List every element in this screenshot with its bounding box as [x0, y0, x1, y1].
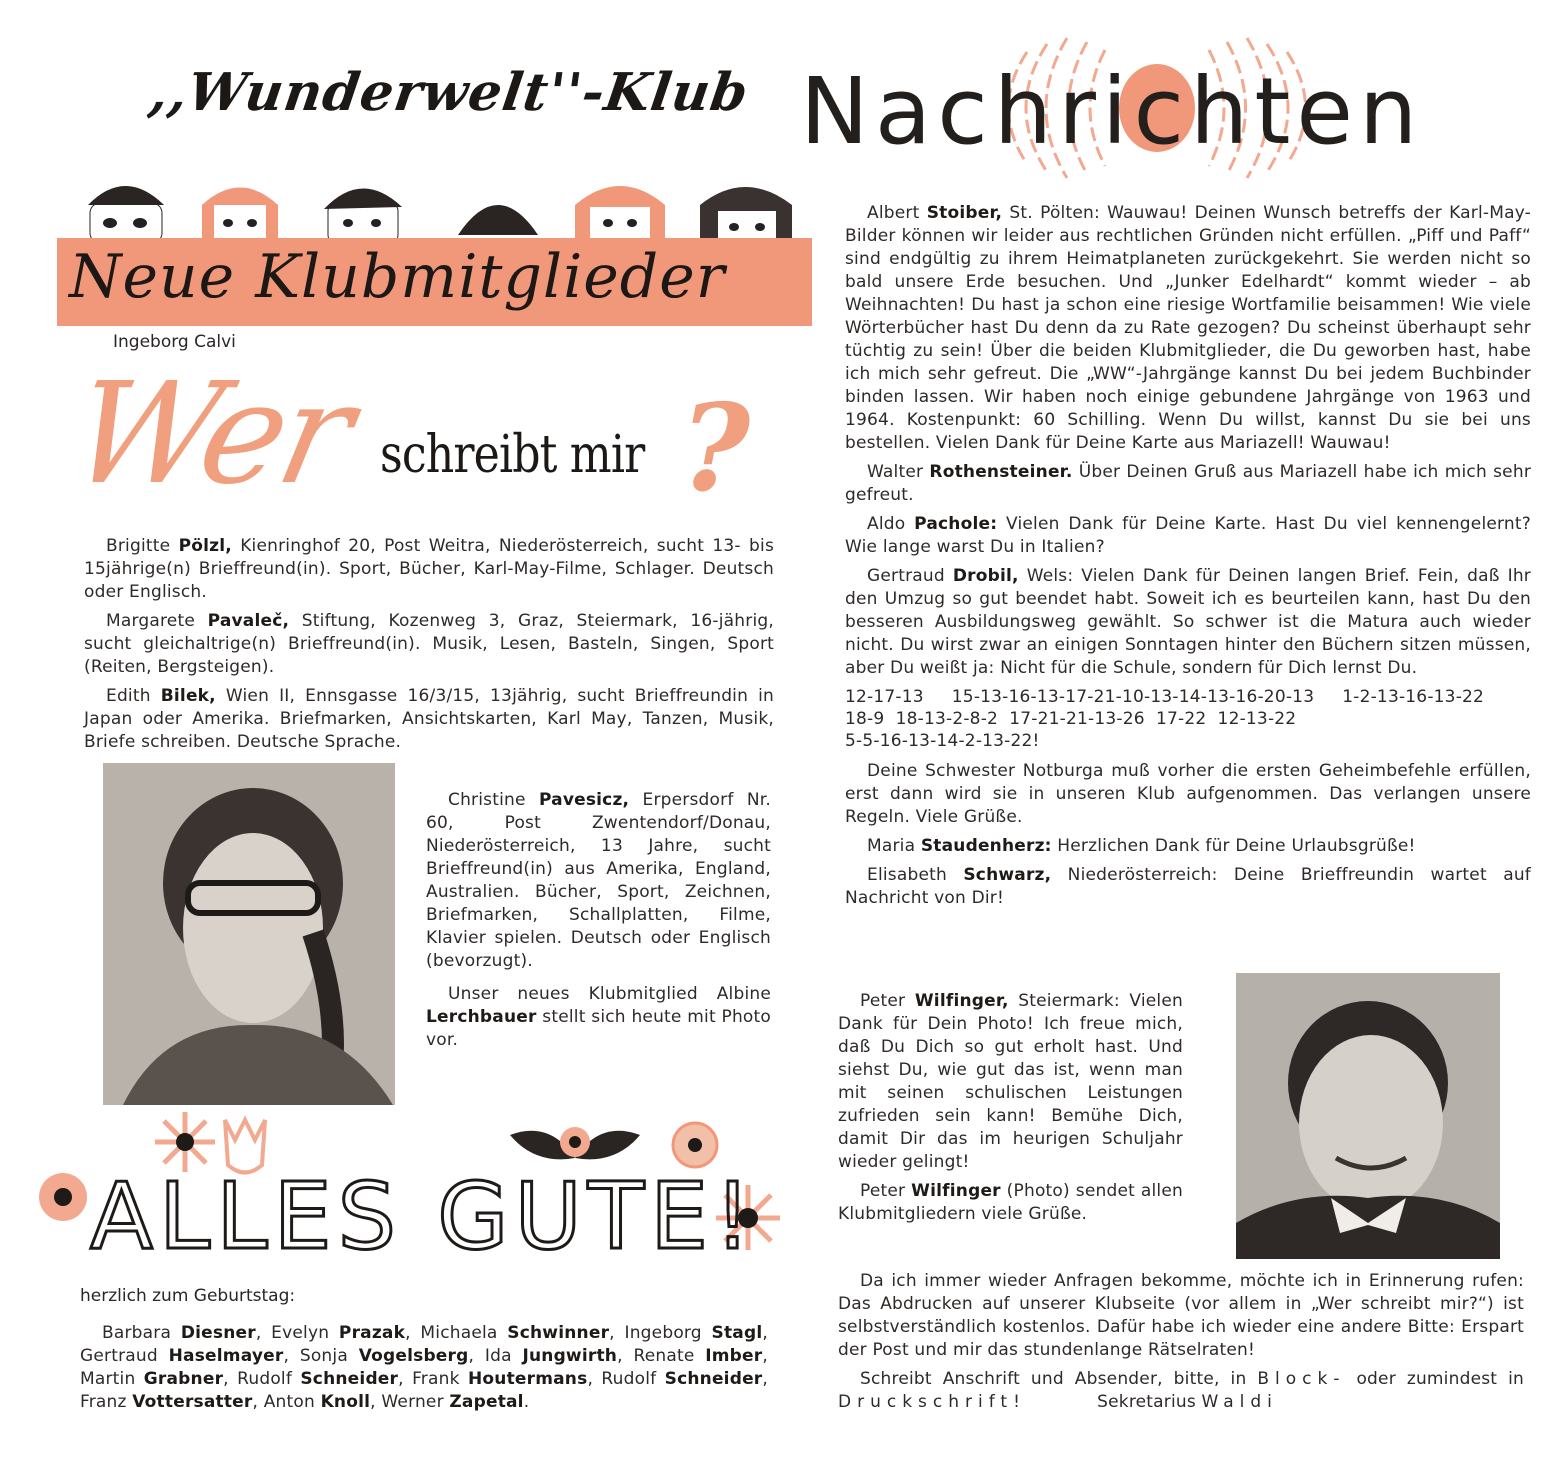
birthday-person: Renate Imber,: [633, 1346, 768, 1366]
message-entry: Albert Stoiber, St. Pölten: Wauwau! Deinen Wunsch betreffs der Karl-May-Bilder können wir leider aus rechtlichen Gründen nicht erfüllen. „Piff und Paff“ sind endgültig zu ihrem Heimatplaneten zurückgekehrt. Sie werden nicht so bald unsere Erde besuchen. Und „Junker Edelhardt“ kommt wieder – ab Weihnachten! Du hast ja schon eine riesige Wortfamilie beisammen! Wie viele Wörterbücher hast Du denn da zu Rate gezogen? Du scheinst überhaupt sehr tüchtig zu sein! Über die beiden Klubmitglieder, die Du geworben hast, habe ich mich sehr gefreut. Die „WW“-Jahrgänge kannst Du bei jedem Buchbinder binden lassen. Wir haben noch einige gebundene Jahrgänge von 1963 und 1964. Kostenpunkt: 60 Schilling. Wenn Du willst, kannst Du sie bei uns bestellen. Vielen Dank für Deine Karte aus Mariazell! Wauwau!: [845, 203, 1531, 453]
birthday-person: Barbara Diesner,: [102, 1323, 272, 1343]
birthday-person: Werner Zapetal.: [381, 1392, 530, 1412]
kid-face: [202, 188, 278, 244]
birthday-person: Rudolf Schneider,: [601, 1369, 768, 1389]
birthday-person: Ida Jungwirth,: [484, 1346, 634, 1366]
birthday-person: Rudolf Schneider,: [237, 1369, 413, 1389]
new-members-banner: [57, 238, 812, 326]
signature: Sekretarius Waldi: [1097, 1392, 1278, 1412]
message-wilfinger: [838, 990, 1183, 1232]
reminder: Da ich immer wieder Anfragen bekomme, möchte ich in Erinnerung rufen: Das Abdrucken auf unserer Klubseite (vor allem in „Wer schreibt mir?“) ist selbstverständlich kostenlos. Dafür habe ich wieder eine andere Bitte: Erspart der Post und mir das stundenlange Rätselraten!: [838, 1271, 1524, 1360]
secret-code-line: 5-5-16-13-14-2-13-22!: [845, 731, 1040, 751]
secret-code-line: 18-9 18-13-2-8-2 17-21-21-13-26 17-22 12-13-22: [845, 709, 1297, 729]
peeking-kids-illustration: [80, 175, 810, 243]
request: Schreibt Anschrift und Absender, bitte, in Block- oder zumindest in Druckschrift! Sekretarius Waldi: [838, 1369, 1524, 1412]
wer-heading: Wer: [57, 353, 363, 516]
message-entry: Peter Wilfinger, Steiermark: Vielen Dank für Dein Photo! Ich freue mich, daß Du Dich so gut erholt hast. Und siehst Du, wie gut das ist, wenn man mit seinen schulischen Leistungen zufrieden sein kann! Bemühe Dich, damit Dir das im heurigen Schuljahr wieder gelingt!: [838, 991, 1183, 1172]
secret-code: [845, 686, 1531, 752]
flower-icon: [39, 1173, 87, 1221]
kid-face: [88, 186, 164, 243]
pen-pal-entry: Margarete Pavaleč, Stiftung, Kozenweg 3, Graz, Steiermark, 16-jährig, sucht gleichaltrige(n) Brieffreund(in). Musik, Lesen, Basteln, Singen, Sport (Reiten, Bergsteigen).: [84, 611, 774, 677]
pen-pal-entry: Brigitte Pölzl, Kienringhof 20, Post Weitra, Niederösterreich, sucht 13- bis 15jährige(n) Brieffreund(in). Sport, Bücher, Karl-May-Filme, Schlager. Deutsch oder Englisch.: [84, 536, 775, 602]
member-photo-girl: [103, 763, 395, 1105]
birthday-person: Anton Knoll,: [263, 1392, 382, 1412]
birthday-person: Ingeborg Stagl,: [624, 1323, 768, 1343]
photo-note: Unser neues Klubmitglied Albine Lerchbauer stellt sich heute mit Photo vor.: [426, 984, 771, 1050]
nachrichten-heading: Nachrichten: [800, 58, 1424, 165]
pen-pal-entry: Edith Bilek, Wien II, Ennsgasse 16/3/15, 13jährig, sucht Brieffreundin in Japan oder Amerika. Briefmarken, Ansichtskarten, Karl May, Tanzen, Musik, Briefe schreiben. Deutsche Sprache.: [84, 686, 774, 752]
message-entry: Aldo Pachole: Vielen Dank für Deine Karte. Hast Du viel kennengelernt? Wie lange warst Du in Italien?: [845, 514, 1531, 557]
question-mark-decoration: ?: [680, 378, 751, 519]
birthday-person: Frank Houtermans,: [412, 1369, 602, 1389]
flower-icon: [673, 1123, 717, 1167]
message-entry: Walter Rothensteiner. Über Deinen Gruß aus Mariazell habe ich mich sehr gefreut.: [845, 462, 1532, 505]
message-entry: Gertraud Drobil, Wels: Vielen Dank für Deinen langen Brief. Fein, daß Ihr den Umzug so gut beendet habt. Soweit ich es beurteilen kann, hast Du den besseren Ausbildungsweg gewählt. So schwer ist die Matura auch wieder nicht. Du wirst zwar an einigen Sonntagen hinter den Büchern sitzen müssen, aber Du weißt ja: Nicht für die Schule, sondern für Dich lernst Du.: [845, 566, 1531, 678]
pen-pal-entry-christine: [426, 789, 771, 1058]
birthday-person: Sonja Vogelsberg,: [299, 1346, 485, 1366]
birthday-names: [80, 1322, 768, 1414]
birthday-person: Gertraud Haselmayer,: [80, 1346, 300, 1366]
schreibt-mir-heading: schreibt mir: [380, 425, 645, 485]
club-title: ,,Wunderwelt''-Klub: [145, 62, 753, 123]
kid-face: [458, 205, 538, 235]
kid-face: [575, 186, 665, 243]
birthday-person: Franz Vottersatter,: [80, 1392, 264, 1412]
leaves-flower-icon: [510, 1127, 640, 1159]
message-entry: Elisabeth Schwarz, Niederösterreich: Deine Brieffreundin wartet auf Nachricht von Dir!: [845, 865, 1531, 908]
alles-gute-heading: ALLES GUTE!: [90, 1163, 758, 1270]
pen-pal-entry: Christine Pavesicz, Erpersdorf Nr. 60, Post Zwentendorf/Donau, Niederösterreich, 13 Jahre, sucht Brieffreund(in) aus Amerika, England, Australien. Bücher, Sport, Zeichnen, Briefmarken, Schallplatten, Filme, Klavier spielen. Deutsch oder Englisch (bevorzugt).: [426, 790, 771, 971]
kid-face: [324, 188, 402, 243]
birthday-intro: herzlich zum Geburtstag:: [80, 1286, 296, 1306]
portrait-boy-illustration: [1236, 973, 1500, 1259]
closing-notes: [838, 1270, 1524, 1420]
birthday-person: Evelyn Prazak,: [271, 1323, 421, 1343]
alles-gute-banner: [30, 1100, 800, 1270]
new-member-name: Ingeborg Calvi: [113, 332, 236, 352]
birthday-person: Michaela Schwinner,: [420, 1323, 625, 1343]
birthday-list: [80, 1322, 768, 1420]
member-photo-boy: [1236, 973, 1500, 1259]
club-messages: [845, 202, 1531, 916]
kid-face: [700, 187, 792, 243]
secret-code-line: 12-17-13 15-13-16-13-17-21-10-13-14-13-16-20-13 1-2-13-16-13-22: [845, 687, 1485, 707]
pen-pal-requests: [84, 535, 774, 760]
message-entry: Deine Schwester Notburga muß vorher die ersten Geheimbefehle erfüllen, erst dann wird sie in unseren Klub aufgenommen. Das verlangen unsere Regeln. Viele Grüße.: [845, 761, 1531, 827]
message-entry: Peter Wilfinger (Photo) sendet allen Klubmitgliedern viele Grüße.: [838, 1181, 1183, 1224]
message-entry: Maria Staudenherz: Herzlichen Dank für Deine Urlaubsgrüße!: [867, 836, 1416, 856]
section-title-nachrichten: [795, 30, 1555, 180]
portrait-girl-illustration: [103, 763, 395, 1105]
birthday-person: Martin Grabner,: [80, 1369, 238, 1389]
new-members-heading: Neue Klubmitglieder: [69, 242, 726, 312]
